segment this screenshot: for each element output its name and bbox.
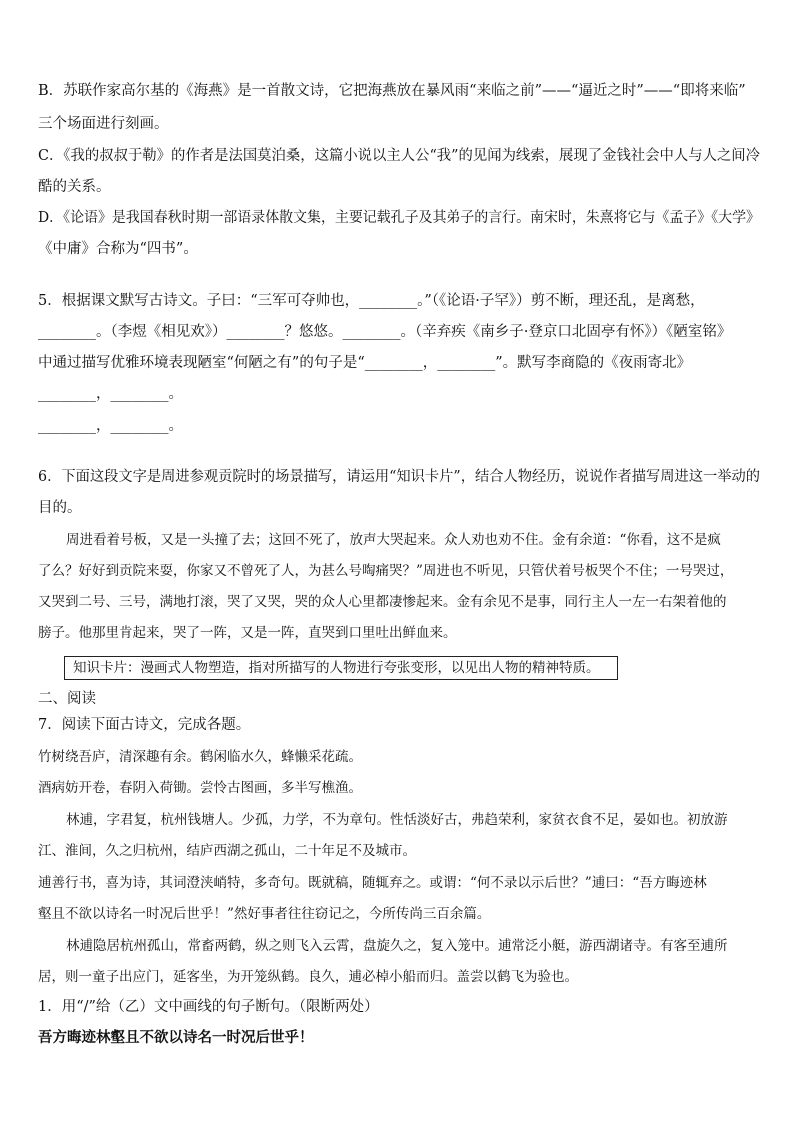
poem-line-2: 酒病妨开卷，春阴入荷锄。尝怜古图画，多半写樵渔。 <box>38 780 362 796</box>
q7-line-1: 7．阅读下面古诗文，完成各题。 <box>38 717 251 733</box>
prose-a-line-2: 江、淮间，久之归杭州，结庐西湖之孤山，二十年足不及城市。 <box>38 843 416 859</box>
option-c-line-1: C．《我的叔叔于勒》的作者是法国莫泊桑，这篇小说以主人公“我”的见闻为线索，展现了金钱社会中人与人之间冷 <box>38 148 761 164</box>
option-b-line-1: B．苏联作家高尔基的《海燕》是一首散文诗，它把海燕放在暴风雨“来临之前”——“逼近之时”——“即将来临” <box>38 83 746 99</box>
prose-a-line-4: 壑且不欲以诗名一时况后世乎！”然好事者往往窃记之，今所传尚三百余篇。 <box>38 906 491 922</box>
q6-line-1: 6．下面这段文字是周进参观贡院时的场景描写，请运用“知识卡片”，结合人物经历，说说作者描写周进这一举动的 <box>38 469 760 485</box>
prose-b-line-1: 林逋隐居杭州孤山，常畜两鹤，纵之则飞入云霄，盘旋久之，复入笼中。逋常泛小艇，游西湖诸寺。有客至逋所 <box>66 938 728 954</box>
q6-passage-line-1: 周进看着号板，又是一头撞了去；这回不死了，放声大哭起来。众人劝也劝不住。金有余道：“你看，这不是疯 <box>66 532 721 548</box>
q5-line-3: 中通过描写优雅环境表现陋室“何陋之有”的句子是“________，________”。默写李商隐的《夜雨寄北》 <box>38 355 692 371</box>
q5-line-4: ________，________。 <box>38 386 183 402</box>
q5-line-1: 5．根据课文默写古诗文。子曰：“三军可夺帅也，________。”（《论语·子罕》）剪不断，理还乱，是离愁， <box>38 293 705 309</box>
q6-line-2: 目的。 <box>38 500 82 516</box>
sub-question-1: 1．用“/”给（乙）文中画线的句子断句。（限断两处） <box>38 999 379 1015</box>
option-b-line-2: 三个场面进行刻画。 <box>38 116 169 132</box>
prose-a-line-1: 林逋，字君复，杭州钱塘人。少孤，力学，不为章句。性恬淡好古，弗趋荣利，家贫衣食不足，晏如也。初放游 <box>66 812 728 828</box>
prose-a-line-3: 逋善行书，喜为诗，其词澄浃峭特，多奇句。既就稿，随辄弃之。或谓：“何不录以示后世？”逋曰：“吾方晦迹林 <box>38 875 707 891</box>
knowledge-card-text: 知识卡片：漫画式人物塑造，指对所描写的人物进行夸张变形，以见出人物的精神特质。 <box>73 660 600 676</box>
q6-passage-line-3: 又哭到二号、三号，满地打滚，哭了又哭，哭的众人心里都凄惨起来。金有余见不是事，同行主人一左一右架着他的 <box>38 594 727 610</box>
q6-passage-line-4: 膀子。他那里肯起来，哭了一阵，又是一阵，直哭到口里吐出鲜血来。 <box>38 625 457 641</box>
section-title: 二、阅读 <box>38 691 96 707</box>
poem-line-1: 竹树绕吾庐，清深趣有余。鹤闲临水久，蜂懒采花疏。 <box>38 749 362 765</box>
sub-question-1-text: 吾方晦迹林壑且不欲以诗名一时况后世乎！ <box>38 1029 314 1046</box>
option-c-line-2: 酷的关系。 <box>38 179 111 195</box>
option-d-line-2: 《中庸》合称为“四书”。 <box>38 241 198 257</box>
q5-line-5: ________，________。 <box>38 418 183 434</box>
q5-line-2: ________。（李煜《相见欢》）________？悠悠。________。（辛弃疾《南乡子·登京口北固亭有怀》）《陋室铭》 <box>38 324 732 340</box>
knowledge-card <box>64 656 618 680</box>
option-d-line-1: D．《论语》是我国春秋时期一部语录体散文集，主要记载孔子及其弟子的言行。南宋时，朱熹将它与《孟子》《大学》 <box>38 210 760 226</box>
q6-passage-line-2: 了么？好好到贡院来耍，你家又不曾死了人，为甚么号啕痛哭？”周进也不听见，只管伏着号板哭个不住；一号哭过， <box>38 563 734 579</box>
prose-b-line-2: 居，则一童子出应门，延客坐，为开笼纵鹤。良久，逋必棹小船而归。盖尝以鹤飞为验也。 <box>38 969 578 985</box>
